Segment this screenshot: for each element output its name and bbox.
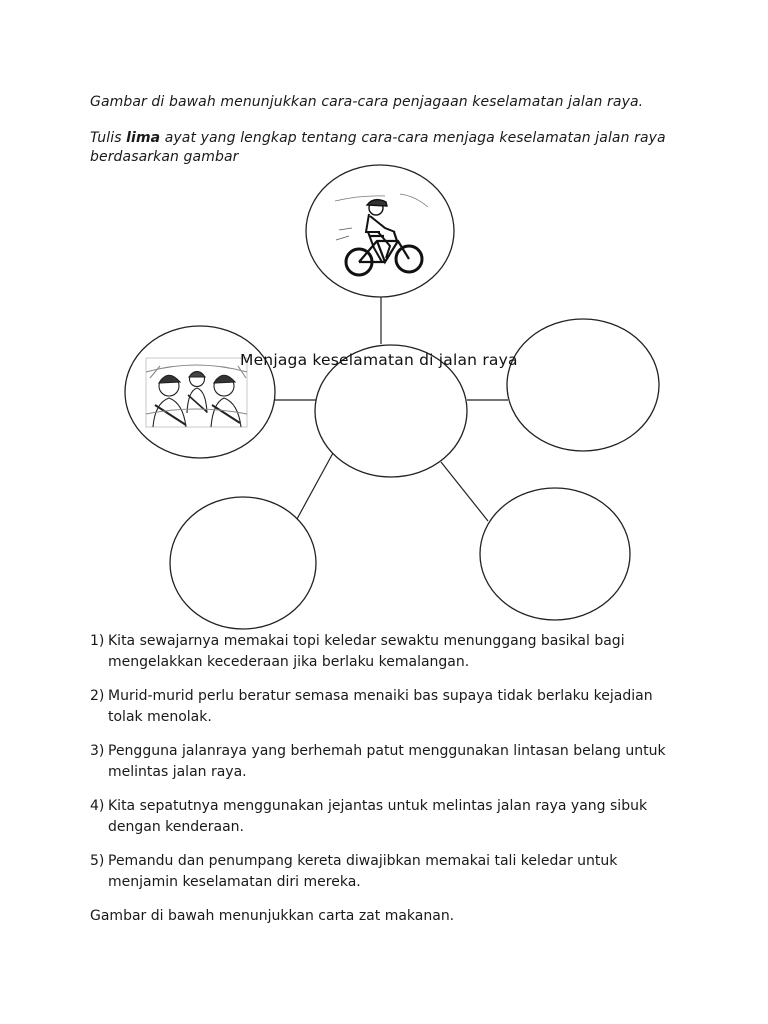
bubble-bottom-right [480, 488, 630, 620]
answer-number: 2) [90, 688, 105, 704]
answer-item-3 [90, 741, 690, 783]
answer-number: 1) [90, 633, 105, 649]
answer-item-4 [90, 796, 690, 838]
instruction-line-1: Gambar di bawah menunjukkan cara-cara penjagaan keselamatan jalan raya. [90, 94, 644, 110]
connector-bottom-right [441, 462, 488, 521]
answer-text: Pengguna jalanraya yang berhemah patut menggunakan lintasan belang untuk melintas jalan raya. [108, 743, 666, 780]
instruction-prefix: Tulis [90, 130, 127, 146]
bubble-bottom-left [170, 497, 316, 629]
connector-bottom-left [297, 453, 333, 519]
closing-sentence: Gambar di bawah menunjukkan carta zat makanan. [90, 908, 455, 924]
instruction-bold-word: lima [126, 130, 161, 146]
answer-item-2 [90, 686, 690, 728]
answer-list [90, 631, 690, 906]
instruction-suffix: ayat yang lengkap tentang cara-cara menjaga keselamatan jalan raya berdasarkan gambar [90, 130, 666, 165]
answer-number: 4) [90, 798, 105, 814]
answer-item-5 [90, 851, 690, 893]
bubble-left [125, 326, 275, 458]
bubble-right [507, 319, 659, 451]
answer-item-1 [90, 631, 690, 673]
mind-map-center-title: Menjaga keselamatan di jalan raya [240, 351, 518, 369]
answer-text: Kita sepatutnya menggunakan jejantas untuk melintas jalan raya yang sibuk dengan kenderaan. [108, 798, 648, 835]
answer-text: Pemandu dan penumpang kereta diwajibkan memakai tali keledar untuk menjamin keselamatan diri mereka. [108, 853, 618, 890]
answer-text: Kita sewajarnya memakai topi keledar sewaktu menunggang basikal bagi mengelakkan kecederaan jika berlaku kemalangan. [108, 633, 625, 670]
answer-text: Murid-murid perlu beratur semasa menaiki bas supaya tidak berlaku kejadian tolak menolak. [108, 688, 653, 725]
answer-number: 3) [90, 743, 105, 759]
answer-number: 5) [90, 853, 105, 869]
